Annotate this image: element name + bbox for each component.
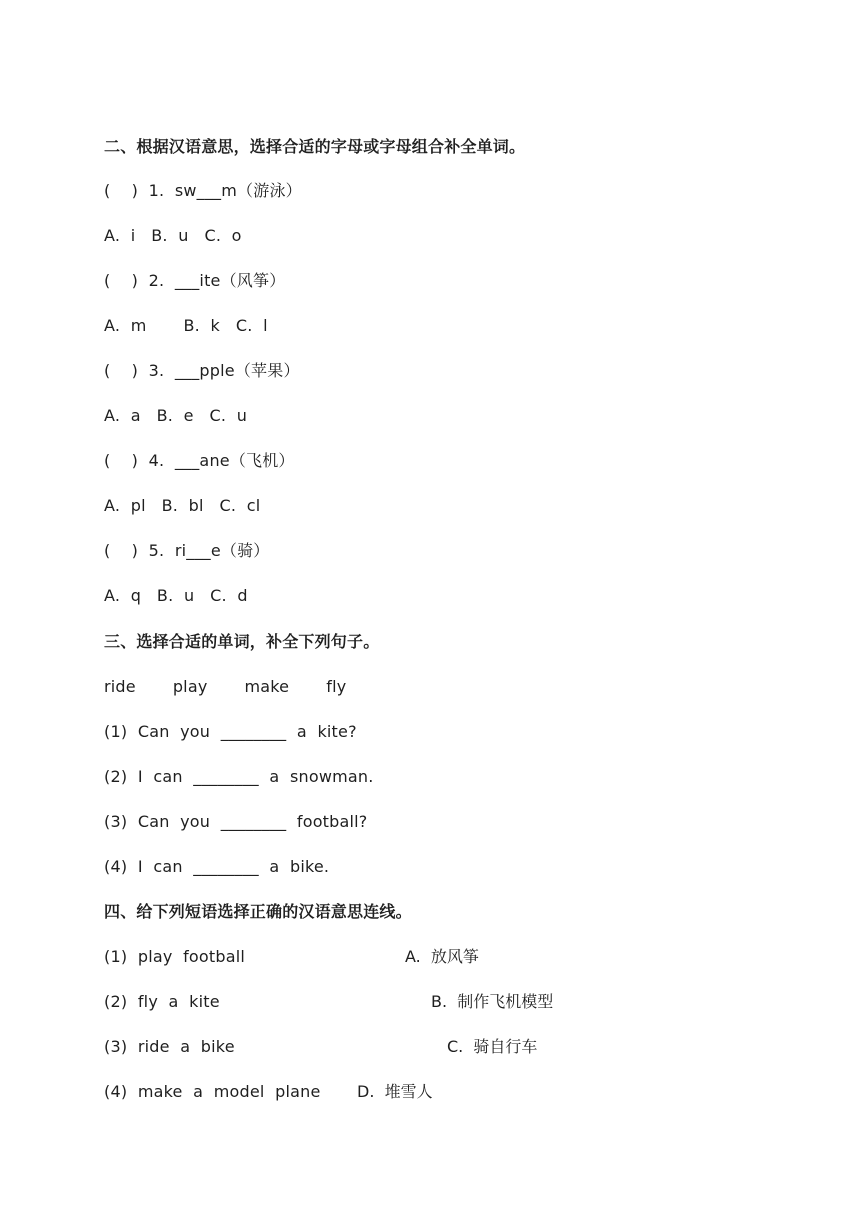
- section4-heading: 四、给下列短语选择正确的汉语意思连线。: [104, 902, 412, 921]
- question-2: ( ) 2. ___ite（风筝）: [104, 271, 286, 290]
- meaning-b: B. 制作飞机模型: [431, 992, 554, 1011]
- question-5: ( ) 5. ri___e（骑）: [104, 541, 270, 560]
- options-5: A. q B. u C. d: [104, 586, 248, 605]
- word-bank: ride play make fly: [104, 677, 347, 696]
- phrase-4: (4) make a model plane: [104, 1082, 321, 1101]
- question-3: ( ) 3. ___pple（苹果）: [104, 361, 300, 380]
- phrase-1: (1) play football: [104, 947, 246, 966]
- options-1: A. i B. u C. o: [104, 226, 242, 245]
- question-1: ( ) 1. sw___m（游泳）: [104, 181, 302, 200]
- sentence-4: (4) I can ________ a bike.: [104, 857, 330, 876]
- sentence-1: (1) Can you ________ a kite?: [104, 722, 357, 741]
- meaning-c: C. 骑自行车: [447, 1037, 538, 1056]
- section2-heading: 二、根据汉语意思，选择合适的字母或字母组合补全单词。: [104, 137, 526, 156]
- sentence-2: (2) I can ________ a snowman.: [104, 767, 374, 786]
- phrase-2: (2) fly a kite: [104, 992, 220, 1011]
- sentence-3: (3) Can you ________ football?: [104, 812, 368, 831]
- options-3: A. a B. e C. u: [104, 406, 248, 425]
- section3-heading: 三、选择合适的单词，补全下列句子。: [104, 632, 380, 651]
- phrase-3: (3) ride a bike: [104, 1037, 235, 1056]
- meaning-d: D. 堆雪人: [357, 1082, 433, 1101]
- options-2: A. m B. k C. l: [104, 316, 268, 335]
- question-4: ( ) 4. ___ane（飞机）: [104, 451, 295, 470]
- meaning-a: A. 放风筝: [405, 947, 479, 966]
- options-4: A. pl B. bl C. cl: [104, 496, 261, 515]
